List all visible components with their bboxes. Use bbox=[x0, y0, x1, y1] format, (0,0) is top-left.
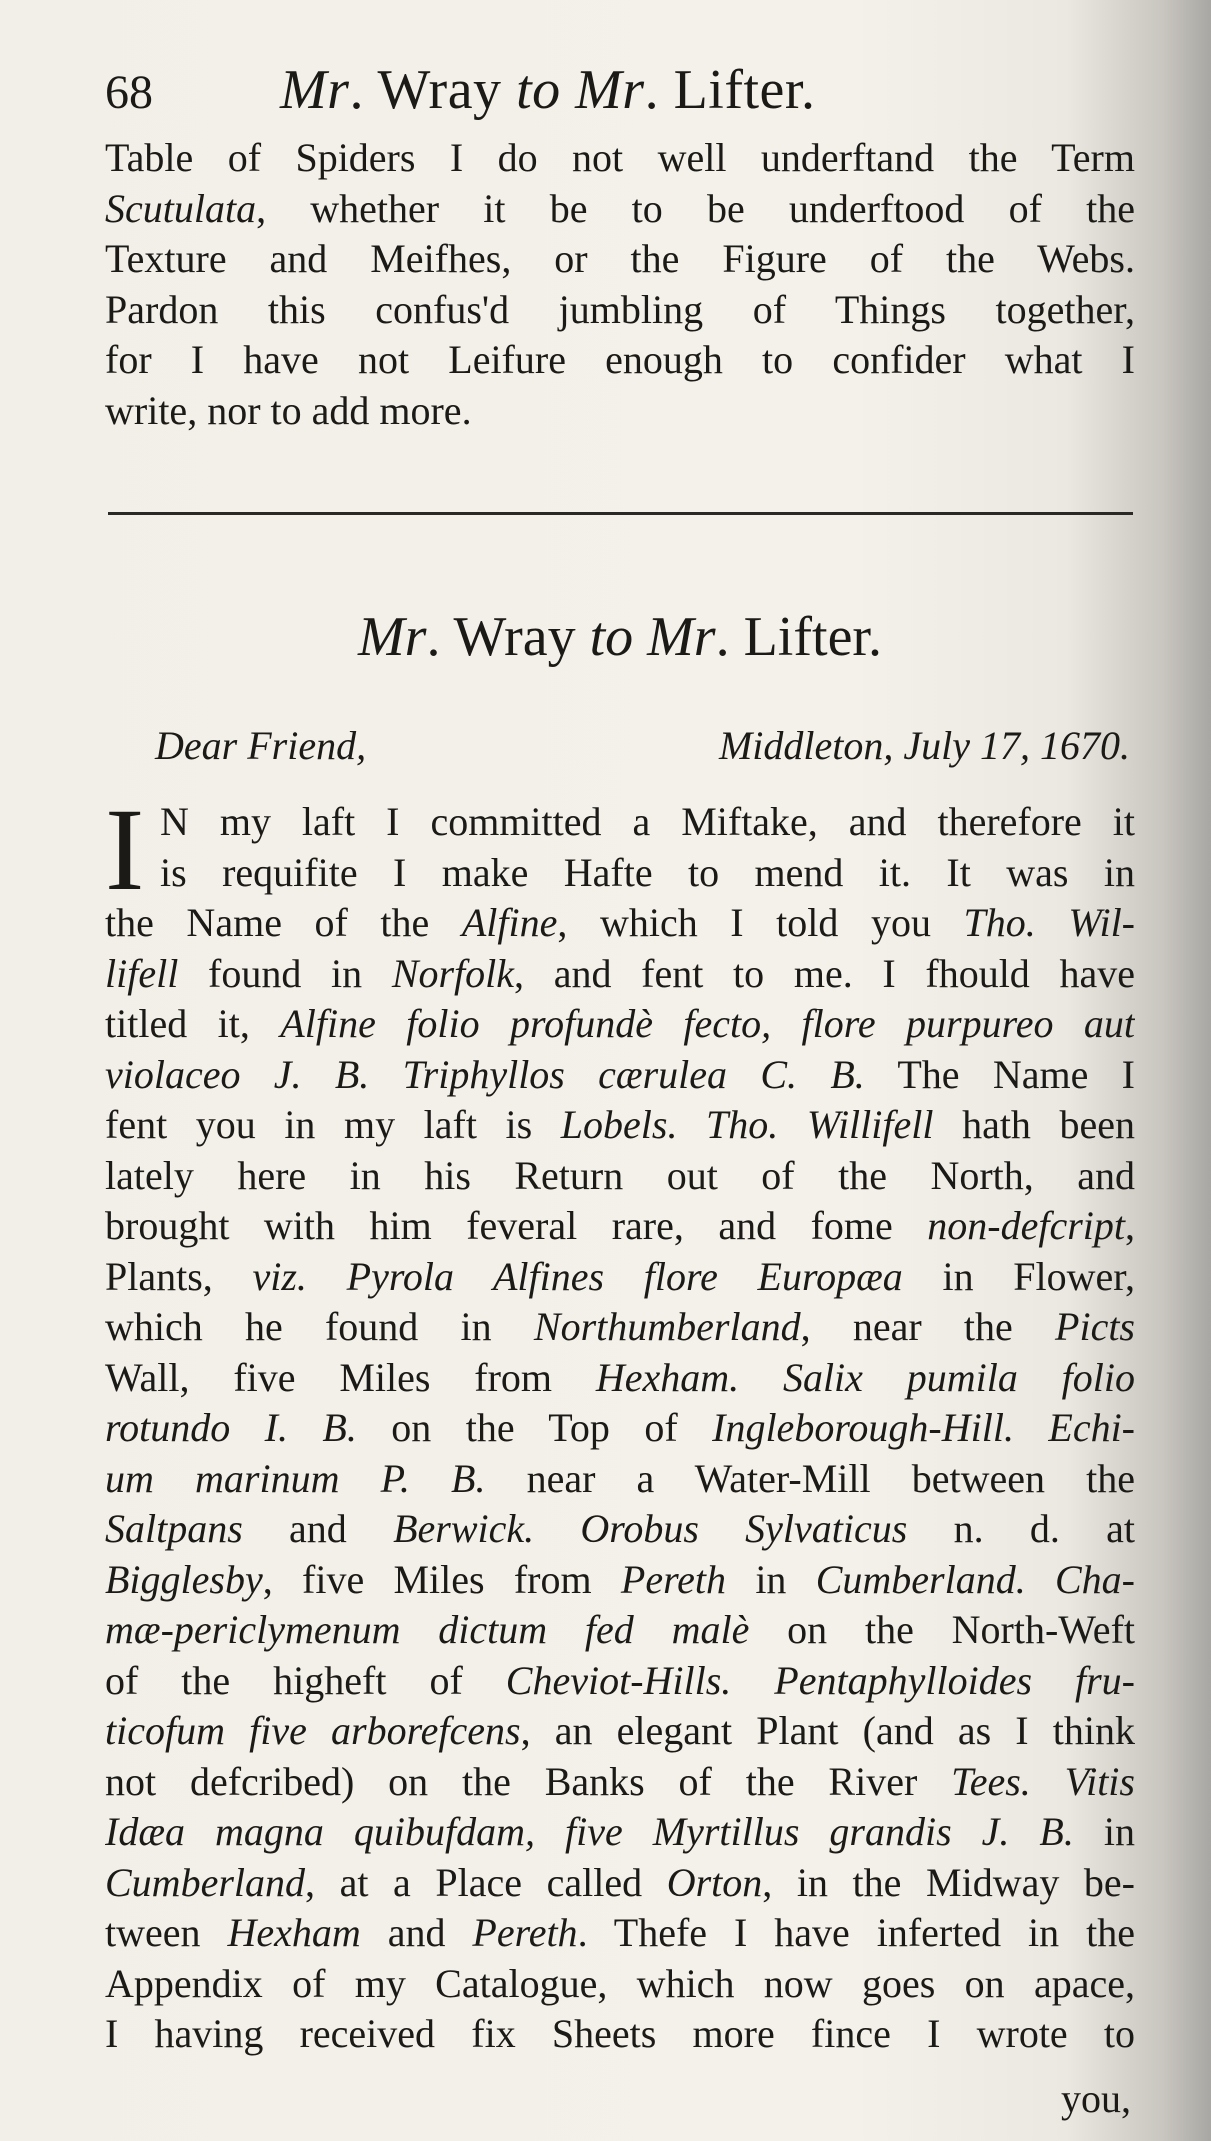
text-run: N my laft I committed a Miftake, and therefore it bbox=[160, 799, 1135, 844]
text-line bbox=[105, 848, 1135, 899]
text-run: ticofum five arborefcens bbox=[105, 1708, 521, 1753]
text-line bbox=[105, 2009, 1135, 2060]
text-run: on the North-Weft bbox=[749, 1607, 1135, 1652]
text-line bbox=[105, 335, 1135, 386]
section-divider bbox=[108, 512, 1133, 515]
text-line bbox=[105, 1555, 1135, 1606]
text-run: Mr bbox=[647, 606, 716, 668]
text-run: viz. Pyrola Alfines flore Europæa bbox=[252, 1253, 903, 1299]
text-run: . Wray bbox=[426, 606, 590, 668]
text-run: Orton bbox=[666, 1859, 763, 1905]
text-line bbox=[105, 1706, 1135, 1757]
text-run: write, nor to add more. bbox=[105, 387, 472, 433]
text-run bbox=[633, 606, 647, 668]
text-run: Pereth bbox=[620, 1556, 727, 1602]
text-run: hath been bbox=[933, 1102, 1135, 1147]
text-run: Idæa magna quibufdam, five Myrtillus grandis J. B. bbox=[105, 1809, 1074, 1854]
salutation: Dear Friend, bbox=[155, 723, 367, 768]
text-run: Pardon this confus'd jumbling of Things together, bbox=[105, 286, 1135, 332]
text-run: Appendix of my Catalogue, which now goes on apace, bbox=[105, 1960, 1135, 2006]
text-run: n. d. at bbox=[907, 1506, 1135, 1551]
text-run: Table of Spiders I do not well underftand the Term bbox=[105, 135, 1135, 180]
text-line bbox=[105, 1403, 1135, 1454]
text-run: and bbox=[360, 1910, 473, 1955]
text-run: rotundo I. B. bbox=[105, 1405, 357, 1450]
page-number: 68 bbox=[105, 66, 153, 119]
text-run: I having received fix Sheets more fince I wrote to bbox=[105, 2011, 1135, 2056]
text-run: in bbox=[1073, 1809, 1135, 1854]
letter-title bbox=[105, 605, 1135, 669]
page-header bbox=[105, 58, 1135, 138]
text-run: Cumberland bbox=[105, 1859, 305, 1905]
text-run: Northumberland bbox=[533, 1304, 801, 1349]
text-run: Alfine folio profundè fecto, flore purpureo aut bbox=[280, 1001, 1135, 1046]
text-run: lifell bbox=[105, 950, 179, 996]
text-run: Mr bbox=[575, 59, 645, 121]
text-run: Wall, five Miles from bbox=[105, 1354, 596, 1400]
text-run: . Lifter. bbox=[644, 59, 816, 121]
text-run: is requifite I make Hafte to mend it. It was in bbox=[160, 849, 1135, 895]
text-run: Texture and Meifhes, or the Figure of the Webs. bbox=[105, 236, 1135, 281]
text-run: not defcribed) on the Banks of the River bbox=[105, 1758, 952, 1804]
text-line bbox=[105, 1151, 1135, 1202]
text-run: Alfine bbox=[461, 900, 558, 945]
text-run: , an elegant Plant (and as I think bbox=[520, 1708, 1135, 1753]
letter-salutation-line bbox=[155, 722, 1130, 769]
text-run: to bbox=[589, 606, 634, 668]
text-line bbox=[105, 285, 1135, 336]
text-run: The Name I bbox=[864, 1051, 1135, 1097]
text-run: Hexham bbox=[227, 1910, 361, 1955]
text-line bbox=[105, 1908, 1135, 1959]
text-run: fent you in my laft is bbox=[105, 1102, 561, 1147]
text-line bbox=[105, 386, 1135, 437]
text-run: Pereth bbox=[472, 1910, 578, 1955]
text-run: in bbox=[726, 1556, 816, 1602]
text-run: Mr bbox=[280, 59, 350, 121]
running-head bbox=[280, 58, 815, 122]
text-run: , and fent to me. I fhould have bbox=[514, 950, 1135, 996]
text-run: brought with him feveral rare, and fome bbox=[105, 1203, 928, 1248]
text-run: in Flower, bbox=[902, 1253, 1135, 1299]
text-run: Mr bbox=[358, 606, 427, 668]
text-run: , which I told you bbox=[557, 900, 964, 945]
letter-date: Middleton, July 17, 1670. bbox=[718, 723, 1130, 768]
text-line bbox=[105, 1302, 1135, 1353]
text-run: Bigglesby bbox=[105, 1556, 263, 1602]
text-run: Tees. Vitis bbox=[951, 1758, 1135, 1804]
text-run: tween bbox=[105, 1910, 228, 1955]
text-run: near a Water-Mill between the bbox=[485, 1455, 1135, 1501]
text-line bbox=[105, 1353, 1135, 1404]
text-line bbox=[105, 1656, 1135, 1707]
text-line bbox=[105, 1807, 1135, 1858]
text-run: on the Top of bbox=[356, 1405, 713, 1450]
text-line bbox=[105, 999, 1135, 1050]
text-line bbox=[105, 234, 1135, 285]
text-run: the Name of the bbox=[105, 900, 462, 945]
letter-body bbox=[105, 784, 1135, 2060]
text-run: found in bbox=[178, 950, 392, 996]
text-run: Ingleborough-Hill. Echi- bbox=[712, 1405, 1135, 1450]
text-run: Plants, bbox=[105, 1253, 253, 1299]
catchword: you, bbox=[1061, 2076, 1131, 2121]
text-run: Hexham. Salix pumila folio bbox=[595, 1354, 1135, 1400]
text-run: , in the Midway be- bbox=[762, 1859, 1135, 1905]
text-run: Scutulata bbox=[105, 185, 257, 231]
text-run: Picts bbox=[1055, 1304, 1135, 1349]
text-line bbox=[105, 1201, 1135, 1252]
text-line bbox=[105, 1100, 1135, 1151]
text-run: Lobels. Tho. Willifell bbox=[560, 1102, 934, 1147]
text-run: Berwick. Orobus Sylvaticus bbox=[393, 1506, 908, 1551]
text-run: titled it, bbox=[105, 1001, 281, 1046]
text-line bbox=[105, 1605, 1135, 1656]
text-line bbox=[105, 133, 1135, 184]
text-line bbox=[105, 1504, 1135, 1555]
text-run: . Wray bbox=[349, 59, 517, 121]
text-run: violaceo J. B. Triphyllos cærulea C. B. bbox=[105, 1051, 865, 1097]
text-line bbox=[105, 949, 1135, 1000]
text-run: and bbox=[242, 1506, 394, 1551]
text-run: Cumberland. Cha- bbox=[815, 1556, 1135, 1602]
text-run: for I have not Leifure enough to confider what I bbox=[105, 337, 1135, 382]
text-run: Cheviot-Hills. Pentaphylloides fru- bbox=[505, 1657, 1135, 1703]
text-line bbox=[105, 1959, 1135, 2010]
text-run: to bbox=[516, 59, 561, 121]
text-line bbox=[105, 797, 1135, 848]
continued-text bbox=[105, 133, 1135, 436]
text-line bbox=[105, 1050, 1135, 1101]
text-run: non-defcript bbox=[927, 1203, 1125, 1248]
text-run: which he found in bbox=[105, 1304, 534, 1349]
text-run: , bbox=[1125, 1203, 1135, 1248]
text-run: lately here in his Return out of the North, and bbox=[105, 1152, 1135, 1198]
text-line bbox=[105, 1757, 1135, 1808]
text-run: of the higheft of bbox=[105, 1657, 506, 1703]
text-run: Norfolk bbox=[391, 950, 515, 996]
text-run: . Lifter. bbox=[715, 606, 882, 668]
text-run: Tho. Wil- bbox=[963, 900, 1135, 945]
text-run: , at a Place called bbox=[305, 1859, 667, 1905]
text-line bbox=[105, 1252, 1135, 1303]
text-run: , whether it be to be underftood of the bbox=[256, 185, 1135, 231]
text-run: um marinum P. B. bbox=[105, 1455, 486, 1501]
text-line bbox=[105, 1454, 1135, 1505]
text-run: , five Miles from bbox=[262, 1556, 621, 1602]
text-run: . Thefe I have inferted in the bbox=[577, 1910, 1135, 1955]
text-run: Saltpans bbox=[105, 1506, 243, 1551]
text-line bbox=[105, 1858, 1135, 1909]
text-run: mæ-periclymenum dictum fed malè bbox=[105, 1607, 750, 1652]
drop-cap: I bbox=[105, 784, 145, 915]
text-line bbox=[105, 898, 1135, 949]
text-run: , near the bbox=[800, 1304, 1056, 1349]
text-line bbox=[105, 184, 1135, 235]
text-run bbox=[561, 59, 576, 121]
